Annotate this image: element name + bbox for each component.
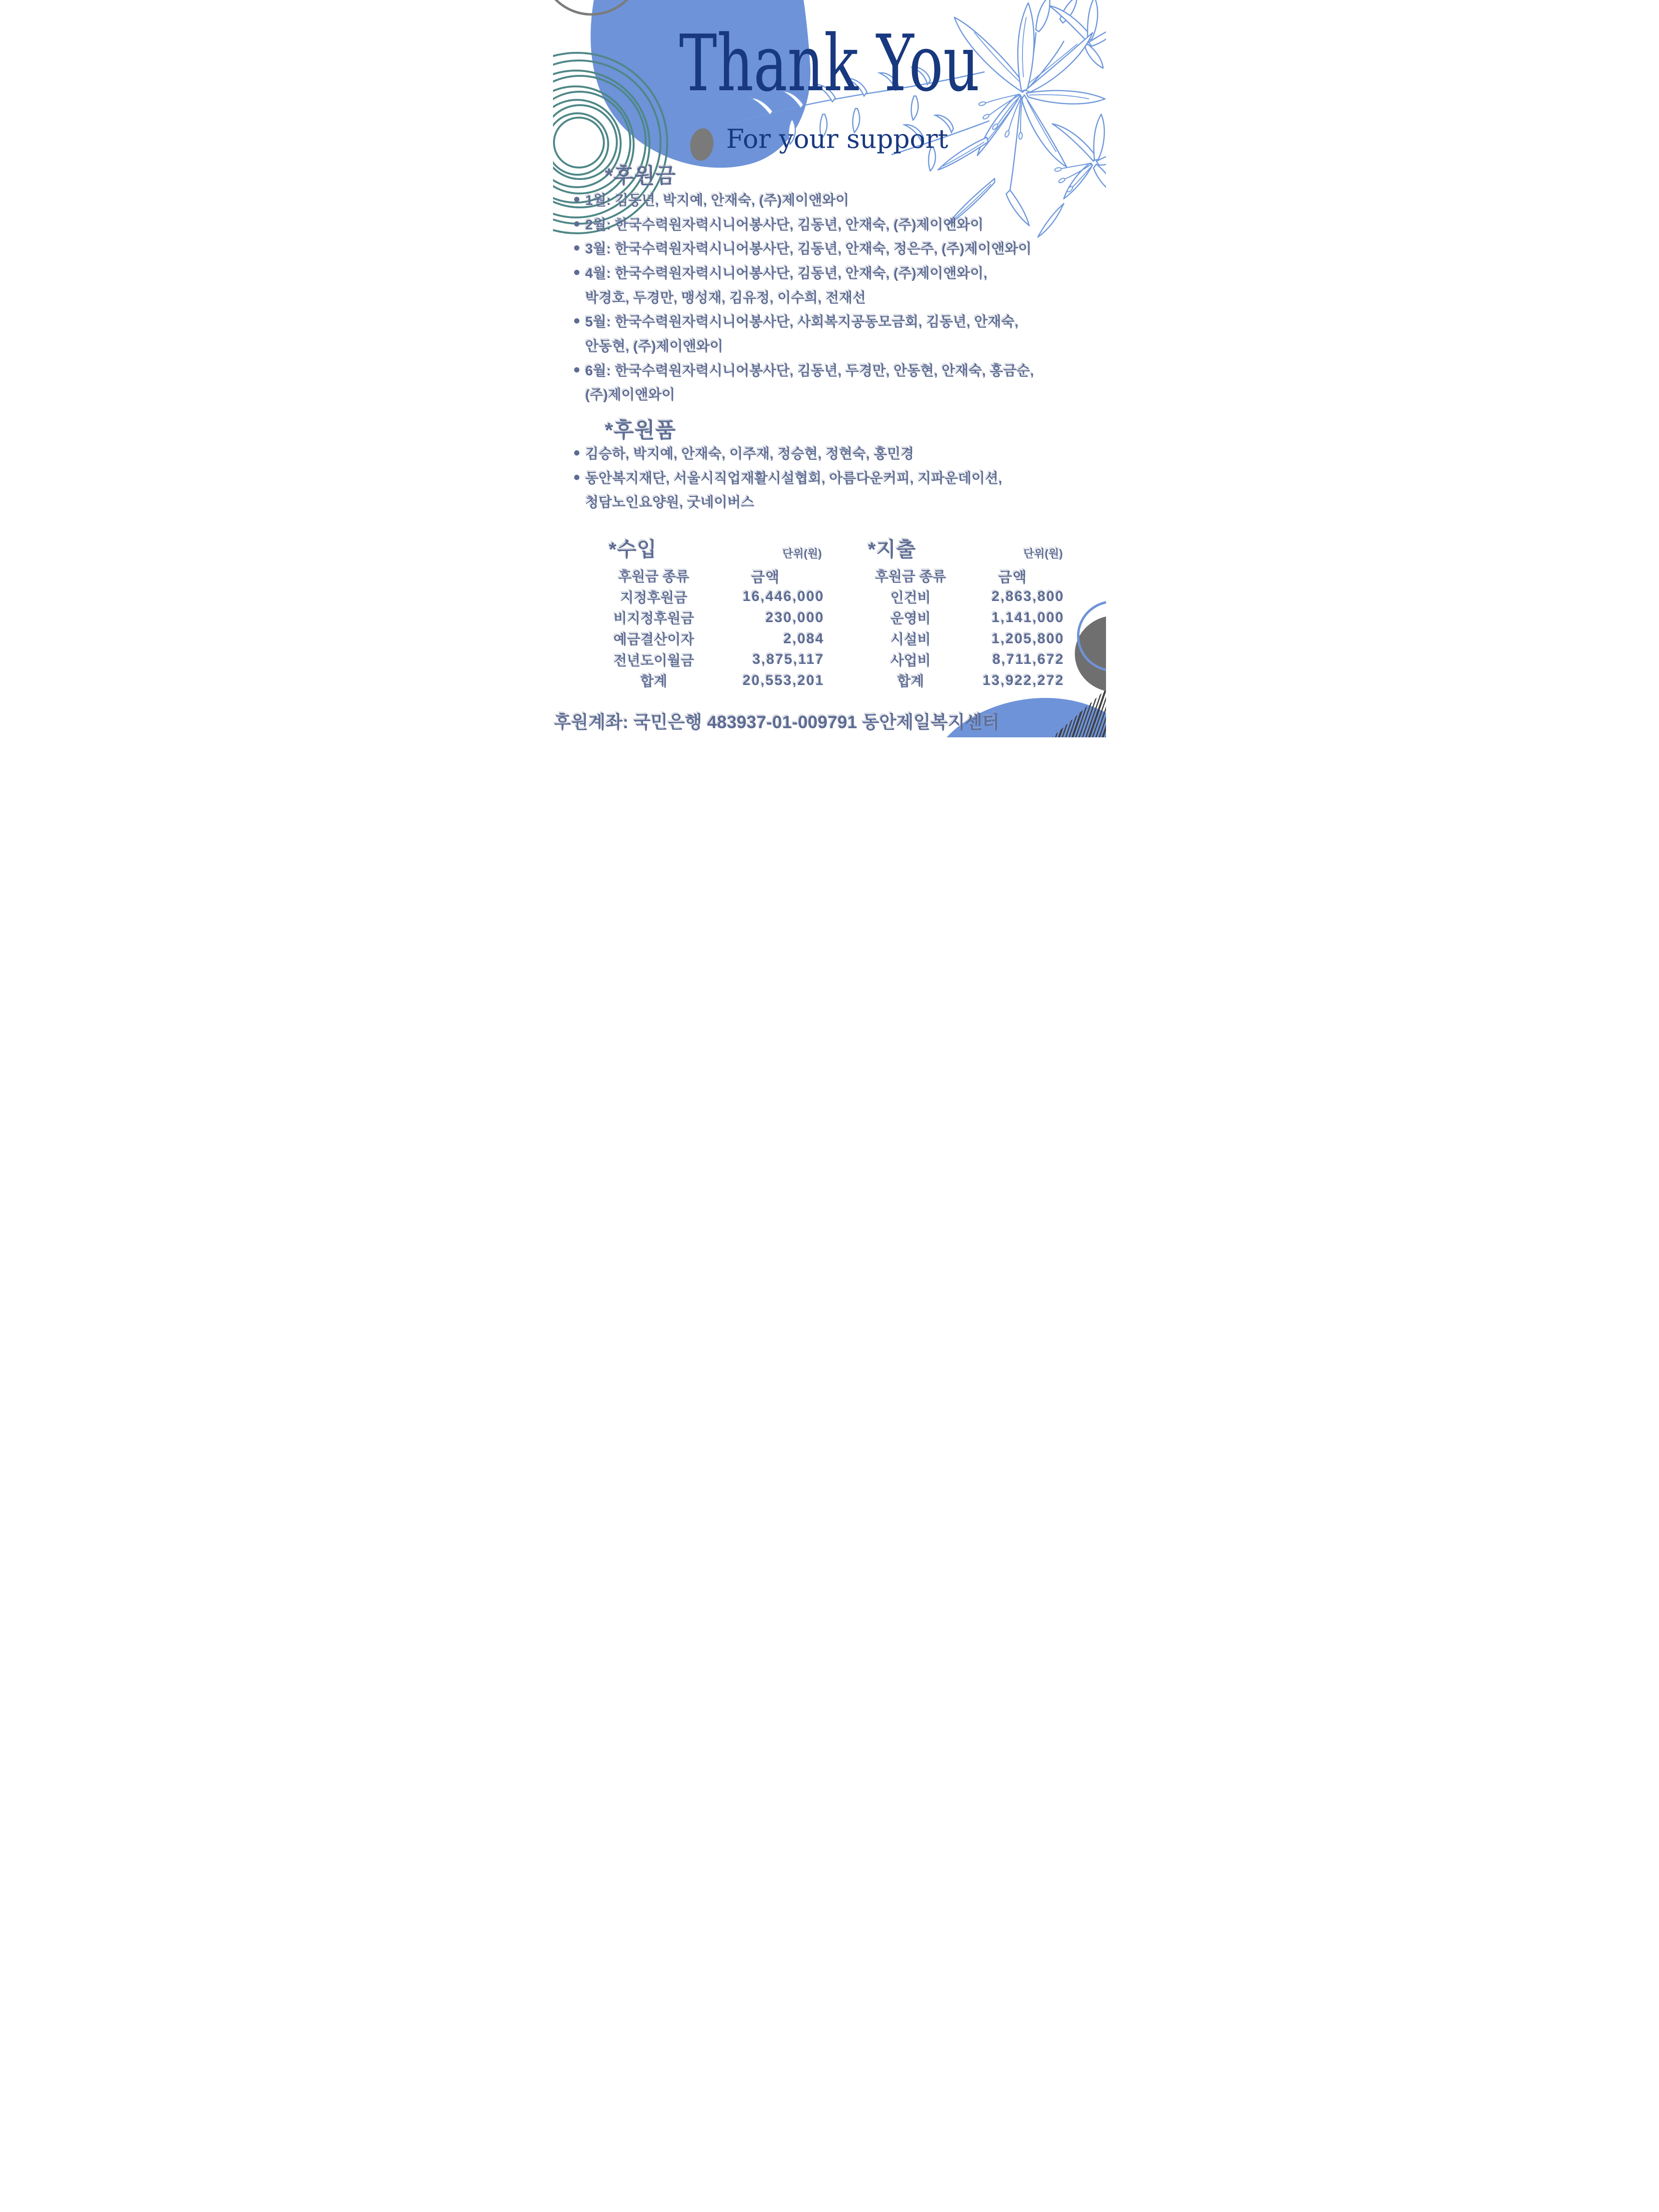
- page-title: [553, 19, 1106, 109]
- row-label: 지정후원금: [620, 590, 688, 606]
- table-row: [860, 607, 1086, 628]
- donation-account-line: 후원계좌: 국민은행 483937-01-009791 동안제일복지센터: [554, 712, 999, 732]
- list-item-text: 박경호, 두경만, 맹성재, 김유정, 이수희, 전재선: [585, 290, 866, 306]
- list-item-text: 1월: 김동년, 박지예, 안재숙, (주)제이앤와이: [585, 192, 849, 208]
- column-header: 금액: [751, 569, 780, 586]
- list-item-text: (주)제이앤와이: [585, 387, 675, 403]
- table-header-row: [601, 565, 827, 587]
- list-item-text: 안동현, (주)제이앤와이: [585, 338, 723, 354]
- bullet-dot-icon: [574, 475, 579, 480]
- bullet-dot-icon: [574, 318, 579, 324]
- income-table: [601, 542, 827, 691]
- donation-money-list: [572, 187, 1100, 406]
- table-row: [601, 587, 827, 608]
- bullet-dot-icon: [574, 450, 579, 456]
- row-value: 230,000: [765, 609, 824, 625]
- list-item-continuation: [572, 382, 1100, 407]
- expense-unit-label: 단위(원): [1023, 547, 1063, 560]
- table-row: [601, 607, 827, 628]
- section-heading-income: *수입: [609, 538, 657, 561]
- list-item: [572, 441, 1100, 465]
- donation-goods-list: [572, 441, 1100, 514]
- row-value: 2,863,800: [991, 589, 1064, 605]
- list-item-text: 김승하, 박지예, 안재숙, 이주재, 정승현, 정현숙, 홍민경: [585, 446, 914, 462]
- list-item-continuation: [572, 489, 1100, 514]
- table-row: [601, 649, 827, 670]
- table-row-total: [860, 670, 1086, 691]
- column-header: 금액: [998, 569, 1027, 586]
- row-value: 13,922,272: [982, 672, 1064, 688]
- table-header-row: [860, 565, 1086, 587]
- bullet-dot-icon: [574, 367, 579, 373]
- page-subtitle: For your support: [726, 124, 949, 154]
- income-unit-label: 단위(원): [782, 547, 822, 560]
- list-item-text: 5월: 한국수력원자력시니어봉사단, 사회복지공동모금회, 김동년, 안재숙,: [585, 314, 1019, 330]
- row-label: 예금결산이자: [613, 632, 695, 648]
- list-item-text: 3월: 한국수력원자력시니어봉사단, 김동년, 안재숙, 정은주, (주)제이앤와이: [585, 241, 1032, 257]
- row-value: 16,446,000: [742, 589, 824, 605]
- expense-table: [860, 542, 1086, 691]
- table-row: [601, 628, 827, 649]
- section-heading-donation-money: *후원금: [605, 164, 676, 188]
- list-item-text: 청담노인요양원, 굿네이버스: [585, 495, 755, 511]
- row-label: 인건비: [890, 590, 931, 606]
- table-row: [860, 587, 1086, 608]
- section-heading-expense: *지출: [868, 538, 916, 561]
- table-row: [860, 628, 1086, 649]
- thank-you-poster: [553, 0, 1106, 737]
- list-item: [572, 212, 1100, 236]
- list-item-continuation: [572, 333, 1100, 358]
- row-value: 8,711,672: [992, 651, 1064, 668]
- list-item: [572, 260, 1100, 285]
- row-value: 3,875,117: [752, 651, 824, 668]
- bullet-dot-icon: [574, 197, 579, 202]
- row-value: 1,205,800: [991, 630, 1064, 647]
- row-label: 전년도이월금: [613, 653, 695, 669]
- row-label: 사업비: [890, 653, 931, 669]
- section-heading-donation-goods: *후원품: [605, 419, 676, 442]
- list-item-text: 2월: 한국수력원자력시니어봉사단, 김동년, 안재숙, (주)제이앤와이: [585, 217, 984, 233]
- row-value: 2,084: [783, 630, 824, 647]
- list-item-continuation: [572, 285, 1100, 309]
- list-item-text: 4월: 한국수력원자력시니어봉사단, 김동년, 안재숙, (주)제이앤와이,: [585, 265, 987, 281]
- table-row-total: [601, 670, 827, 691]
- list-item: [572, 187, 1100, 212]
- row-value: 20,553,201: [742, 672, 824, 688]
- list-item-text: 동안복지재단, 서울시직업재활시설협회, 아름다운커피, 지파운데이션,: [585, 470, 1002, 486]
- row-label: 합계: [640, 674, 668, 690]
- list-item: [572, 236, 1100, 260]
- row-label: 합계: [897, 674, 925, 690]
- bullet-dot-icon: [574, 270, 579, 275]
- row-label: 운영비: [890, 611, 931, 627]
- bullet-dot-icon: [574, 221, 579, 227]
- list-item: [572, 309, 1100, 333]
- table-row: [860, 649, 1086, 670]
- row-label: 시설비: [890, 632, 931, 648]
- column-header: 후원금 종류: [618, 569, 690, 585]
- list-item: [572, 465, 1100, 490]
- page-title-text: Thank You: [679, 19, 980, 109]
- list-item-text: 6월: 한국수력원자력시니어봉사단, 김동년, 두경만, 안동현, 안재숙, 홍금순,: [585, 363, 1034, 379]
- row-label: 비지정후원금: [613, 611, 695, 627]
- column-header: 후원금 종류: [875, 569, 947, 585]
- bullet-dot-icon: [574, 245, 579, 251]
- row-value: 1,141,000: [991, 609, 1064, 625]
- list-item: [572, 358, 1100, 382]
